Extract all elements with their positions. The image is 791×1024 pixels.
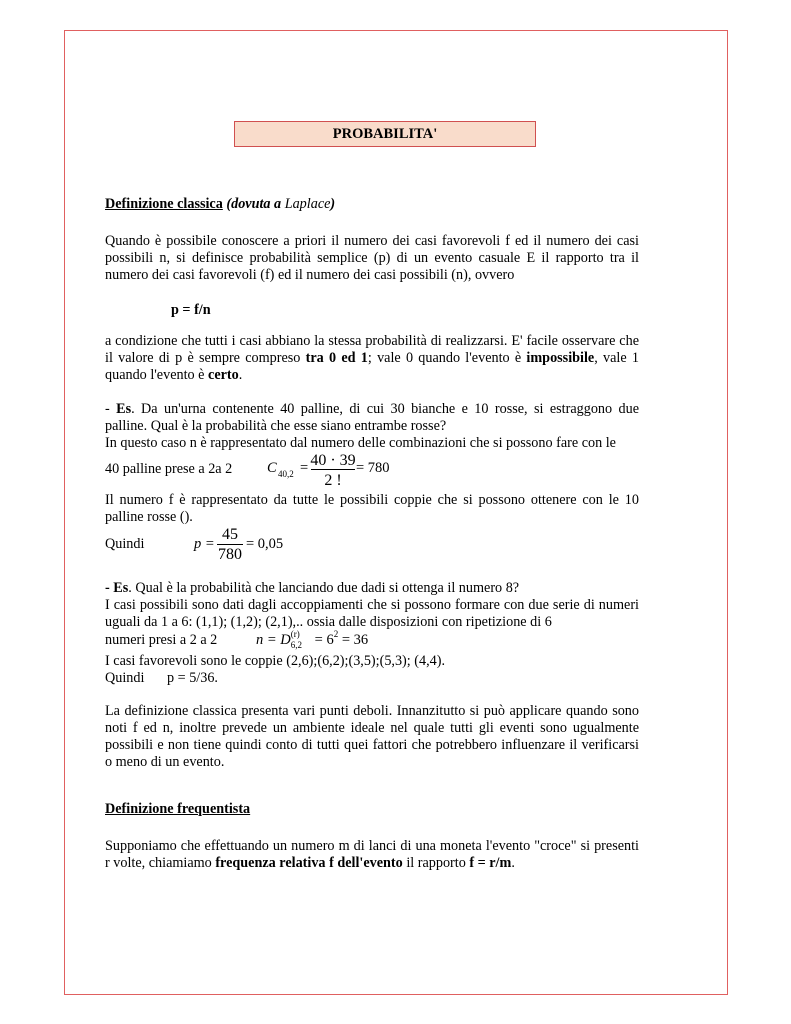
example-2-question: - Es. Qual è la probabilità che lanciando due dadi si ottenga il numero 8? — [105, 580, 520, 596]
example-2-line-last: numeri presi a 2 a 2 — [105, 632, 218, 648]
example-2-paragraph: I casi possibili sono dati dagli accoppiamenti che si possono formare con due serie di numeri uguali da 1 a 6: (1,1); (1,2); (2,1),.. ossia dalle disposizioni con ripetizione di 6 — [105, 597, 639, 630]
heading-note-close: ) — [330, 196, 336, 212]
c-result: = 780 — [356, 460, 390, 476]
section-heading-classica — [105, 196, 335, 213]
p-fraction-bar — [217, 544, 243, 545]
example-1-line3: 40 palline prese a 2a 2 — [105, 461, 233, 477]
p-denominator: 780 — [218, 546, 242, 563]
heading-note-name: Laplace — [284, 196, 331, 212]
example-2-favorevoli: I casi favorevoli sono le coppie (2,6);(6,2);(3,5);(5,3); (4,4). — [105, 653, 446, 669]
paragraph-weaknesses: La definizione classica presenta vari punti deboli. Innanzitutto si può applicare quando sono noti f ed n, inoltre prevede un ambiente ideale nel quale tutti gli eventi sono ugualmente possibili e non tiene quindi conto di tutti quei fattori che potrebbero influenzare il verificarsi o meno di un evento. — [105, 703, 639, 770]
paragraph-condition: a condizione che tutti i casi abbiano la stessa probabilità di realizzarsi. E' facile osservare che il valore di p è sempre compreso tra 0 ed 1; vale 0 quando l'evento è impossibile, vale 1 quando l'evento è certo. — [105, 333, 640, 383]
heading-text: Definizione classica — [105, 196, 223, 212]
example-1-line2: In questo caso n è rappresentato dal numero delle combinazioni che si possono fare con le — [105, 435, 616, 451]
heading-note: (dovuta a — [226, 196, 285, 212]
c-numerator: 40 · 39 — [310, 452, 356, 469]
c-denominator: 2 ! — [324, 472, 342, 489]
dispositions-formula: $n = D^{(r)}_{6,2} = 6^2 = 36$ — [256, 629, 369, 650]
example-1-quindi: Quindi — [105, 536, 145, 552]
p-symbol: p = — [194, 536, 215, 552]
example-1-question: - Es. Da un'urna contenente 40 palline, di cui 30 bianche e 10 rosse, si estraggono due palline. Qual è la probabilità che esse siano entrambe rosse? — [105, 401, 639, 434]
c-fraction-bar — [311, 469, 355, 470]
c-equals: = — [300, 460, 309, 476]
c-symbol: C — [267, 460, 277, 476]
example-2-quindi: Quindi — [105, 670, 145, 686]
example-2-result: p = 5/36. — [167, 670, 218, 686]
page-title: PROBABILITA' — [234, 121, 536, 147]
example-1-line4: Il numero f è rappresentato da tutte le possibili coppie che si possono ottenere con le 10 palline rosse (). — [105, 492, 639, 525]
c-subscript: 40,2 — [278, 469, 294, 479]
formula-p-f-n: p = f/n — [171, 302, 211, 318]
paragraph-frequentista: Supponiamo che effettuando un numero m di lanci di una moneta l'evento "croce" si presenti r volte, chiamiamo frequenza relativa f dell'evento il rapporto f = r/m. — [105, 838, 639, 871]
p-result: = 0,05 — [246, 536, 284, 552]
section-heading-frequentista: Definizione frequentista — [105, 801, 251, 817]
p-numerator: 45 — [222, 526, 238, 543]
paragraph-definition: Quando è possibile conoscere a priori il numero dei casi favorevoli f ed il numero dei casi possibili n, si definisce probabilità semplice (p) di un evento casuale E il rapporto tra il numero dei casi favorevoli (f) ed il numero dei casi possibili (n), ovvero — [105, 233, 639, 283]
